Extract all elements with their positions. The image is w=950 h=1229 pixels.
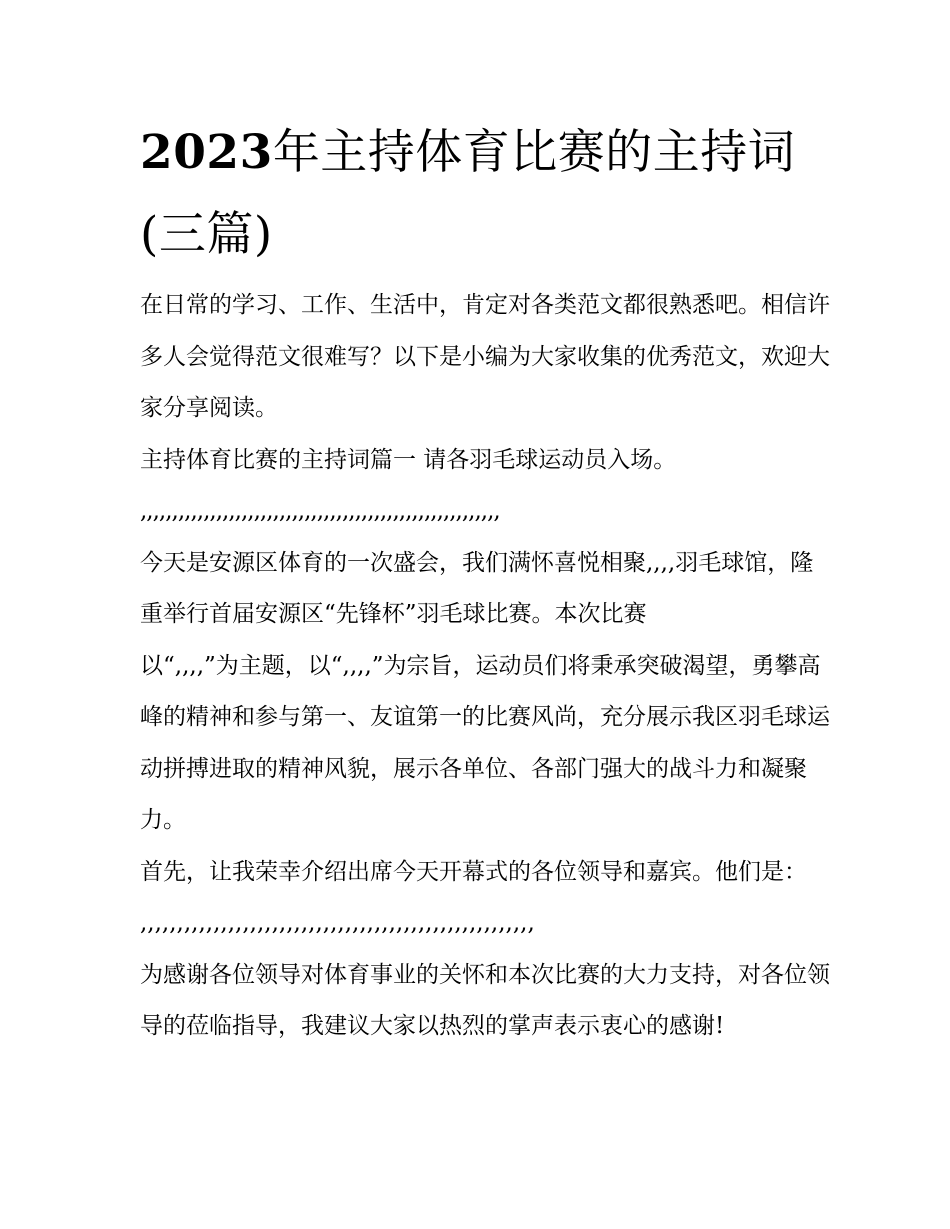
title-year: 2023 (140, 125, 273, 180)
document-body (140, 280, 830, 1053)
paragraph-ellipsis: ,,,,,,,,,,,,,,,,,,,,,,,,,,,,,,,,,,,,,,,,,,,,,,,,,,,,,,,,, (140, 498, 500, 524)
paragraph-opening: 今天是安源区体育的一次盛会，我们满怀喜悦相聚,,,,羽毛球馆，隆重举行首届安源区“先锋杯”羽毛球比赛。本次比赛 (140, 549, 814, 627)
title-line2-text: (三篇) (140, 207, 273, 262)
paragraph-intro: 在日常的学习、工作、生活中，肯定对各类范文都很熟悉吧。相信许多人会觉得范文很难写？以下是小编为大家收集的优秀范文，欢迎大家分享阅读。 (140, 292, 830, 421)
paragraph-thanks: 为感谢各位领导对体育事业的关怀和本次比赛的大力支持，对各位领导的莅临指导，我建议大家以热烈的掌声表示衷心的感谢! (140, 961, 830, 1039)
document-title (140, 112, 840, 276)
title-line1-text: 年主持体育比赛的主持词 (272, 125, 796, 180)
paragraph-theme: 以“,,,,”为主题，以“,,,,”为宗旨，运动员们将秉承突破渴望，勇攀高峰的精神和参与第一、友谊第一的比赛风尚，充分展示我区羽毛球运动拼搏进取的精神风貌，展示各单位、各部门强大的战斗力和凝聚力。 (140, 652, 830, 833)
paragraph-heading-1: 主持体育比赛的主持词篇一 请各羽毛球运动员入场。 (140, 446, 677, 473)
paragraph-guests: 首先，让我荣幸介绍出席今天开幕式的各位领导和嘉宾。他们是： ,,,,,,,,,,,,,,,,,,,,,,,,,,,,,,,,,,,,,,,,,,,,,,,,,,,,,, (140, 858, 807, 936)
